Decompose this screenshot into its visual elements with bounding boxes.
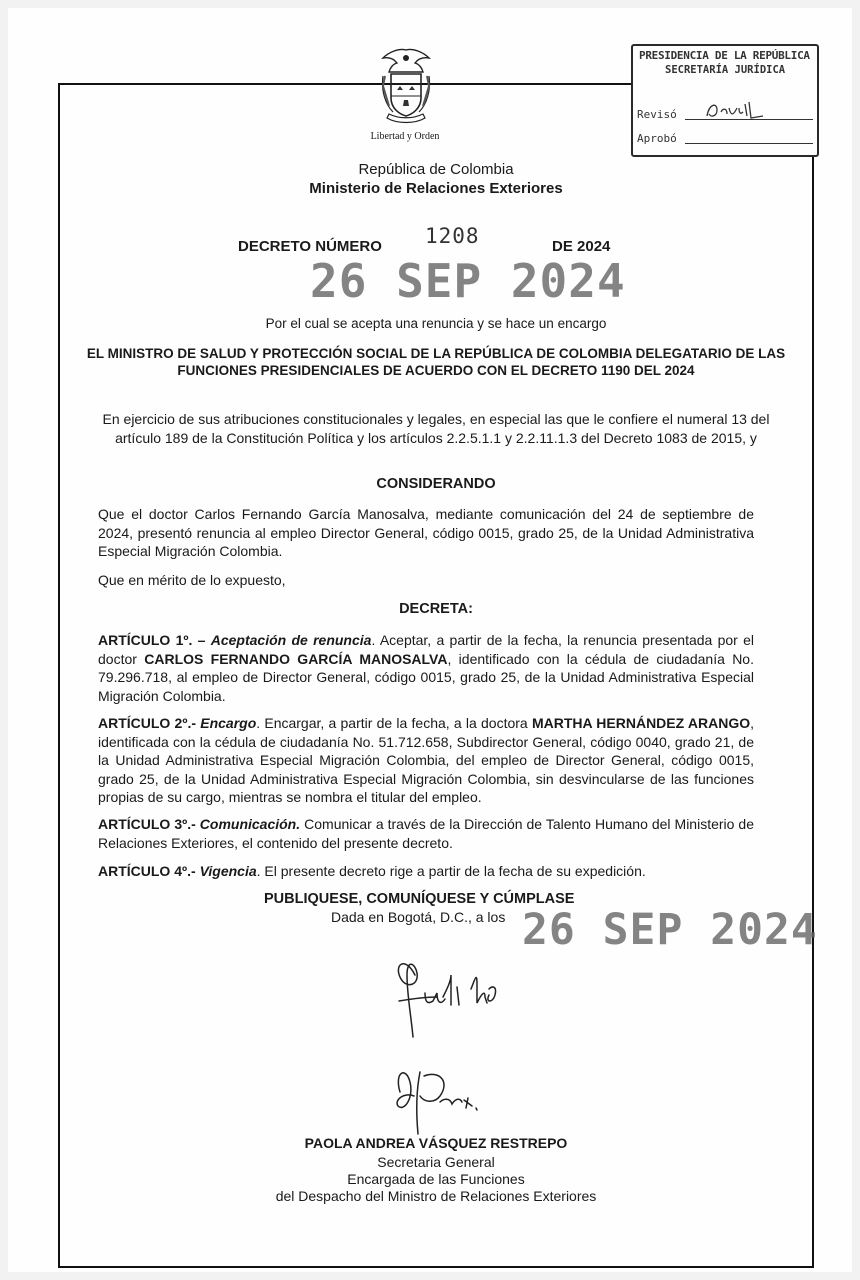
authority-heading: EL MINISTRO DE SALUD Y PROTECCIÓN SOCIAL DE LA REPÚBLICA DE COLOMBIA DELEGATARIO DE LAS FUNCIONES PRESIDENCIALES DE ACUERDO CON EL DECRETO 1190 DEL 2024 — [86, 346, 786, 378]
decree-subject: Por el cual se acepta una renuncia y se hace un encargo — [265, 316, 607, 331]
minister-signature-icon — [385, 945, 535, 1045]
article-2-title: Encargo — [200, 715, 257, 731]
dada-en-line: Dada en Bogotá, D.C., a los — [331, 909, 506, 925]
decree-date-stamp: 26 SEP 2024 — [310, 254, 626, 308]
publiquese-line: PUBLIQUESE, COMUNÍQUESE Y CÚMPLASE — [264, 891, 575, 907]
article-3-title: Comunicación. — [199, 816, 301, 832]
decree-year: DE 2024 — [552, 238, 611, 255]
article-1-name: CARLOS FERNANDO GARCÍA MANOSALVA — [144, 650, 448, 667]
closing-date-stamp: 26 SEP 2024 — [522, 905, 818, 955]
decreta-heading: DECRETA: — [399, 601, 473, 617]
article-4-title: Vigencia — [199, 863, 257, 879]
signatory-title-3: del Despacho del Ministro de Relaciones Exteriores — [275, 1188, 597, 1204]
decree-number: 1208 — [425, 224, 480, 248]
article-1-text-a: . Aceptar, a partir de la fecha, la renuncia presentada por el doctor — [98, 632, 755, 667]
article-2 — [98, 714, 754, 807]
review-stamp — [631, 44, 819, 157]
article-2-text-a: . Encargar, a partir de la fecha, a la doctora — [256, 715, 532, 731]
considerando-paragraph-2: Que en mérito de lo expuesto, — [98, 572, 286, 588]
article-2-name: MARTHA HERNÁNDEZ ARANGO — [531, 715, 751, 731]
considerando-paragraph-1: Que el doctor Carlos Fernando García Manosalva, mediante comunicación del 24 de septiembre de 2024, presentó renuncia al empleo Director General, código 0015, grado 25, de la Unidad Administrativa Especial Migración Colombia. — [98, 506, 754, 559]
article-1-text-b: , identificado con la cédula de ciudadanía No. 79.296.718, al empleo de Director General, código 0015, grado 25, de la Unidad Administrativa Especial Migración Colombia. — [98, 650, 754, 704]
article-1 — [98, 631, 754, 705]
article-3-text: Comunicar a través de la Dirección de Talento Humano del Ministerio de Relaciones Exteriores, el contenido del presente decreto. — [98, 816, 755, 851]
decree-label: DECRETO NÚMERO — [238, 238, 382, 255]
exercise-paragraph: En ejercicio de sus atribuciones constitucionales y legales, en especial las que le confiere el numeral 13 del artículo 189 de la Constitución Política y los artículos 2.2.5.1.1 y 2.2.11.1.3 del Decreto 1083 de 2015, y — [102, 411, 770, 446]
stamp-line-1: PRESIDENCIA DE LA REPÚBLICA — [639, 49, 810, 62]
article-1-label: ARTÍCULO 1º. – — [98, 632, 206, 648]
reviso-signature-icon — [703, 98, 773, 122]
article-1-title: Aceptación de renuncia — [210, 632, 372, 648]
article-3-label: ARTÍCULO 3º.- — [98, 816, 196, 832]
republica-heading: República de Colombia — [358, 161, 514, 178]
coat-of-arms-icon — [377, 46, 435, 128]
ministry-heading: Ministerio de Relaciones Exteriores — [309, 180, 563, 197]
stamp-line-2: SECRETARÍA JURÍDICA — [665, 64, 786, 76]
signatory-title-1: Secretaria General — [377, 1154, 495, 1170]
secretary-signature-icon — [380, 1062, 490, 1142]
stamp-aprobo-line — [685, 143, 813, 144]
signatory-title-2: Encargada de las Funciones — [347, 1171, 525, 1187]
article-4-label: ARTÍCULO 4º.- — [98, 863, 196, 879]
signatory-name: PAOLA ANDREA VÁSQUEZ RESTREPO — [304, 1135, 568, 1151]
stamp-aprobo-label: Aprobó — [637, 132, 677, 145]
article-2-label: ARTÍCULO 2º.- — [98, 715, 196, 731]
article-2-text-b: , identificada con la cédula de ciudadanía No. 51.712.658, Subdirector General, código 0040, grado 21, de la Unidad Administrativa Especial Migración Colombia, del empleo de Director General, código 0015, grado 25, de la Unidad Administrativa Especial Migración Colombia, sin desvincularse de las funciones propias de su cargo, mientras se nombra el titular del empleo. — [98, 715, 754, 805]
article-4-text: . El presente decreto rige a partir de la fecha de su expedición. — [256, 863, 646, 879]
considerando-heading: CONSIDERANDO — [376, 476, 496, 492]
article-4 — [98, 862, 754, 881]
seal-motto: Libertad y Orden — [370, 131, 440, 142]
stamp-reviso-label: Revisó — [637, 108, 677, 121]
article-3 — [98, 815, 754, 852]
